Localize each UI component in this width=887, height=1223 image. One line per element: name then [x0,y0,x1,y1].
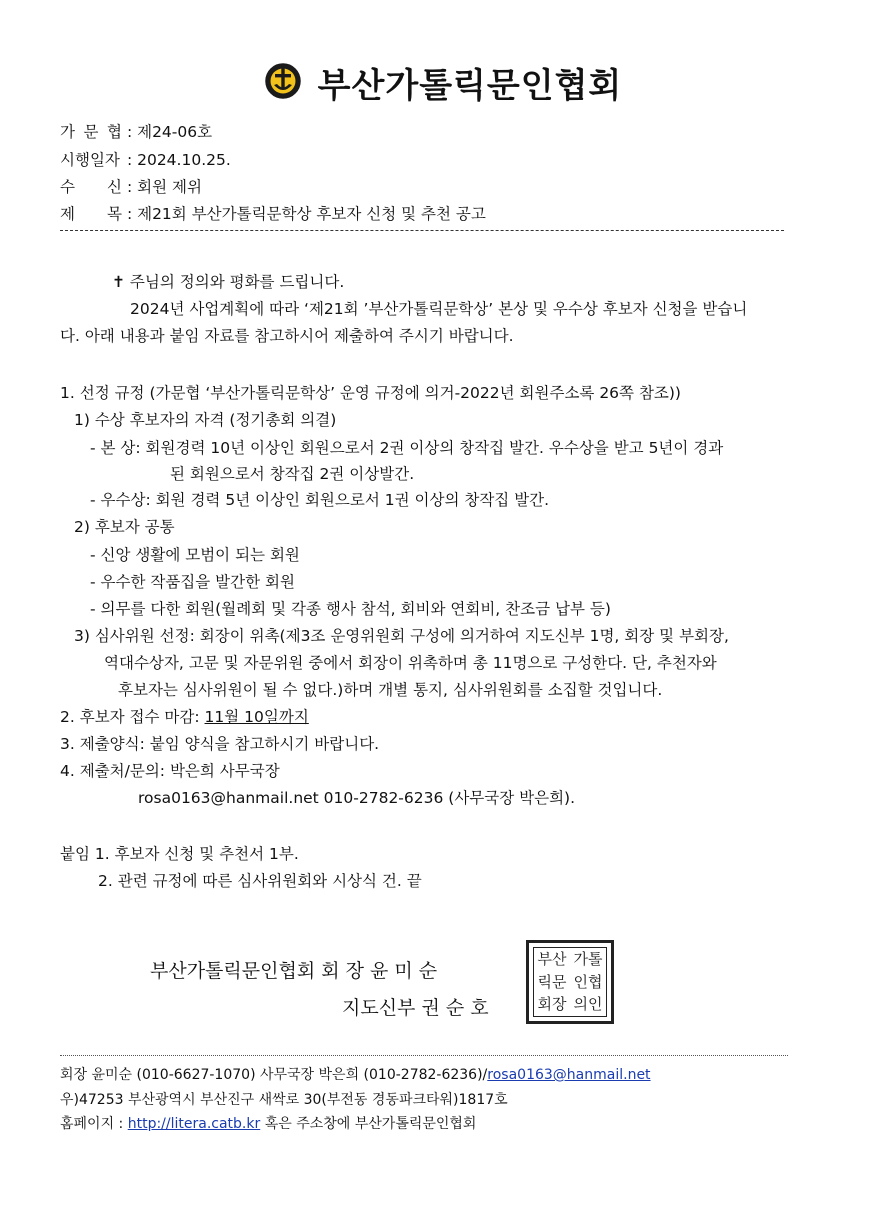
common-criteria-b: - 우수한 작품집을 발간한 회원 [90,573,295,591]
recipient-label: 수 신 [60,178,122,196]
subject-value: 제21회 부산가톨릭문학상 후보자 신청 및 추천 공고 [137,205,486,223]
section-1-3-line-1: 3) 심사위원 선정: 회장이 위촉(제3조 운영위원회 구성에 의거하여 지도신부 1명, 회장 및 부회장, [74,627,729,645]
intro-line-2: 다. 아래 내용과 붙임 자료를 참고하시어 제출하여 주시기 바랍니다. [60,327,514,345]
header-divider [60,230,784,231]
excellence-award-criteria: - 우수상: 회원 경력 5년 이상인 회원으로서 1권 이상의 창작집 발간. [90,491,550,509]
main-award-criteria: - 본 상: 회원경력 10년 이상인 회원으로서 2권 이상의 창작집 발간. 우수상을 받고 5년이 경과 [90,439,724,457]
doc-number-row: 가 문 협 : 제24-06호 [60,120,212,142]
deadline-value: 11월 10일까지 [204,708,309,726]
date-label: 시행일자 [60,151,120,169]
section-2 [60,705,309,727]
signature-chaplain: 지도신부 권 순 호 [342,997,489,1019]
section-1-1: 1) 수상 후보자의 자격 (정기총회 의결) [74,411,337,429]
section-4: 4. 제출처/문의: 박은희 사무국장 [60,762,280,780]
association-logo-icon [265,63,301,103]
footer-line-1 [60,1064,651,1084]
footer-line-3 [60,1113,476,1133]
official-seal [526,940,614,1024]
date-row: 시행일자 : 2024.10.25. [60,148,231,170]
intro-line-1: 2024년 사업계획에 따라 ‘제21회 ’부산가톨릭문학상’ 본상 및 우수상 후보자 신청을 받습니 [130,300,748,318]
common-criteria-a: - 신앙 생활에 모범이 되는 회원 [90,546,300,564]
section-2-label: 2. 후보자 접수 마감: [60,708,205,726]
footer-divider [60,1055,788,1056]
seal-char: 의인 [573,995,603,1014]
seal-char: 릭문 [537,972,567,991]
seal-char: 부산 [537,950,567,968]
signature-president: 부산가톨릭문인협회 회 장 윤 미 순 [150,960,438,982]
footer-contacts: 회장 윤미순 (010-6627-1070) 사무국장 박은희 (010-2782-6236)/ [60,1067,488,1083]
section-1-heading: 1. 선정 규정 (가문협 ‘부산가톨릭문학상’ 운영 규정에 의거-2022년 회원주소록 26쪽 참조)) [60,384,681,402]
section-1-3-line-2: 역대수상자, 고문 및 자문위원 중에서 회장이 위촉하며 총 11명으로 구성한다. 단, 추천자와 [104,654,717,672]
common-criteria-c: - 의무를 다한 회원(월례회 및 각종 행사 참석, 회비와 연회비, 찬조금 납부 등) [90,600,611,618]
seal-char: 회장 [537,995,567,1014]
contact-info: rosa0163@hanmail.net 010-2782-6236 (사무국장 박은희). [138,789,576,807]
subject-row: 제 목 : 제21회 부산가톨릭문학상 후보자 신청 및 추천 공고 [60,202,486,224]
page-title: 부산가톨릭문인협회 [317,66,623,106]
section-1-3-line-3: 후보자는 심사위원이 될 수 없다.)하며 개별 통지, 심사위원회를 소집할 것입니다. [118,681,663,699]
doc-number-label: 가 문 협 [60,123,122,141]
greeting: ✝ 주님의 정의와 평화를 드립니다. [112,273,345,291]
homepage-suffix: 혹은 주소창에 부산가톨릭문인협회 [260,1116,477,1132]
attachment-1: 붙임 1. 후보자 신청 및 추천서 1부. [60,845,299,863]
attachment-2: 2. 관련 규정에 따른 심사위원회와 시상식 건. 끝 [98,872,422,890]
section-1-2: 2) 후보자 공통 [74,518,175,536]
footer-email-link[interactable]: rosa0163@hanmail.net [487,1067,651,1083]
seal-char: 인협 [573,972,603,991]
date-value: 2024.10.25. [137,151,231,169]
recipient-row: 수 신 : 회원 제위 [60,175,202,197]
subject-label: 제 목 [60,205,122,223]
seal-char: 가톨 [573,950,603,968]
homepage-link[interactable]: http://litera.catb.kr [127,1116,261,1132]
letterhead [0,58,887,107]
section-3: 3. 제출양식: 붙임 양식을 참고하시기 바랍니다. [60,735,380,753]
recipient-value: 회원 제위 [137,178,202,196]
main-award-criteria-cont: 된 회원으로서 창작집 2권 이상발간. [170,465,415,483]
homepage-label: 홈페이지 : [60,1116,128,1132]
doc-number-value: 제24-06호 [137,123,213,141]
footer-address: 우)47253 부산광역시 부산진구 새싹로 30(부전동 경동파크타워)1817호 [60,1092,508,1108]
